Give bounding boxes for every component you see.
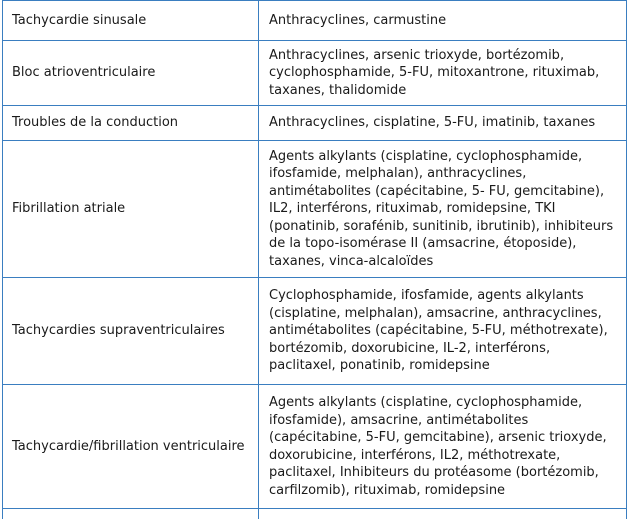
drugs-cell: Agents alkylants (cisplatine, cyclophosphamide, ifosfamide), amsacrine, antimétabolites (capécitabine, 5-FU, gemcitabine), arsenic trioxyde, doxorubicine, interférons, IL2, méthotrexate, paclitaxel, Inhibiteurs du protéasome (bortézomib, carfilzomib), rituximab, romidepsine <box>269 395 607 498</box>
condition-cell: Tachycardies supraventriculaires <box>3 278 259 384</box>
drugs-cell-empty <box>259 509 626 521</box>
table-row <box>3 385 626 509</box>
table-row <box>3 141 626 278</box>
drugs-cell: Anthracyclines, arsenic trioxyde, bortézomib, cyclophosphamide, 5-FU, mitoxantrone, rituximab, taxanes, thalidomide <box>269 47 600 98</box>
table-row-partial <box>3 509 626 519</box>
drugs-cell: Anthracyclines, carmustine <box>269 12 447 28</box>
condition-cell: Troubles de la conduction <box>3 106 259 140</box>
table-row <box>3 106 626 141</box>
table-row <box>3 0 626 41</box>
drug-arrhythmia-table <box>2 0 627 519</box>
condition-cell: Tachycardie/fibrillation ventriculaire <box>3 385 259 508</box>
condition-cell-empty <box>3 509 259 519</box>
condition-cell: Fibrillation atriale <box>3 141 259 277</box>
condition-cell: Tachycardie sinusale <box>3 1 259 40</box>
table-row <box>3 278 626 385</box>
condition-cell: Bloc atrioventriculaire <box>3 41 259 105</box>
table-row <box>3 41 626 106</box>
drugs-cell: Agents alkylants (cisplatine, cyclophosphamide, ifosfamide, melphalan), anthracyclines, antimétabolites (capécitabine, 5- FU, gemcitabine), IL2, interférons, rituximab, romidepsine, TKI (ponatinib, sorafénib, sunitinib, ibrutinib), inhibiteurs de la topo-isomérase II (amsacrine, étoposide), taxanes, vinca-alcaloïdes <box>269 148 614 269</box>
drugs-cell: Cyclophosphamide, ifosfamide, agents alkylants (cisplatine, melphalan), amsacrine, anthracyclines, antimétabolites (capécitabine, 5-FU, méthotrexate), bortézomib, doxorubicine, IL-2, interférons, paclitaxel, ponatinib, romidepsine <box>269 288 608 374</box>
drugs-cell: Anthracyclines, cisplatine, 5-FU, imatinib, taxanes <box>269 115 596 131</box>
